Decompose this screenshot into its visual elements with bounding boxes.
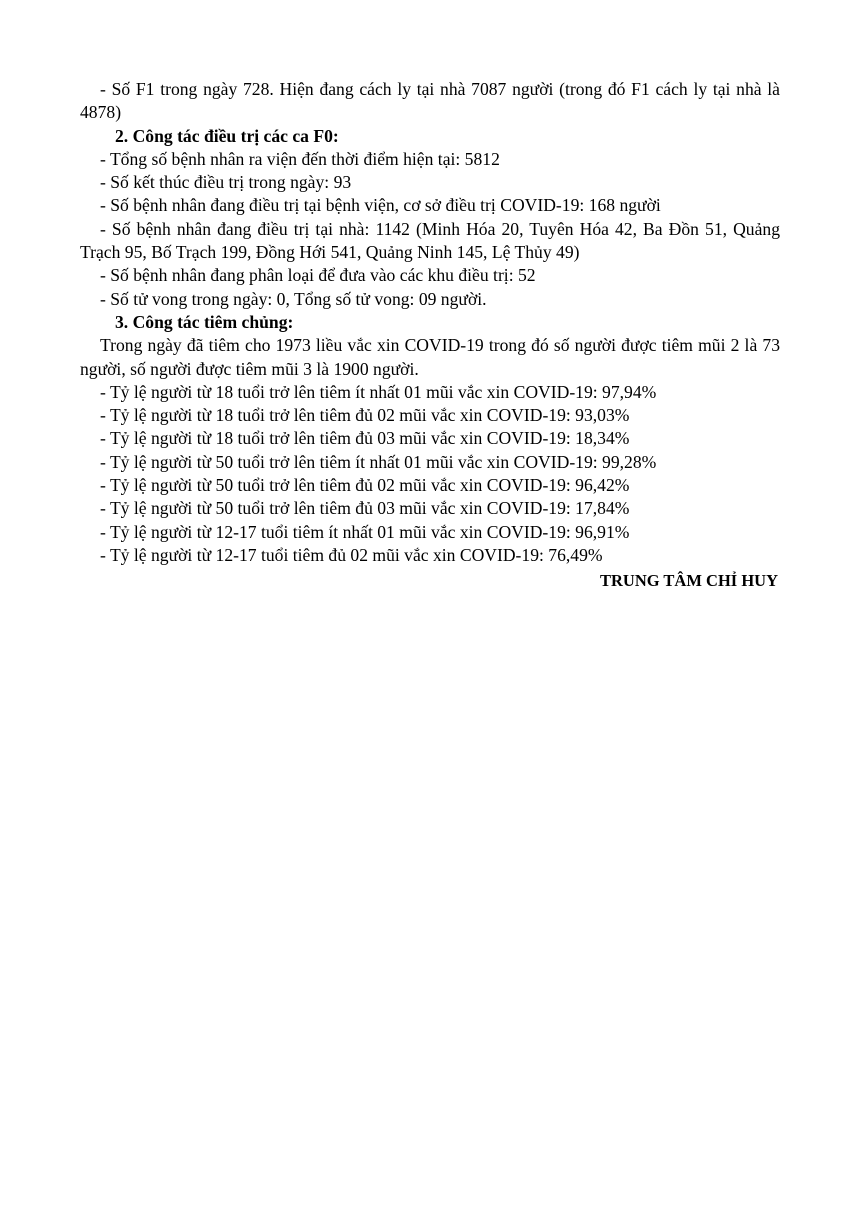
list-item: - Tỷ lệ người từ 18 tuổi trở lên tiêm ít nhất 01 mũi vắc xin COVID-19: 97,94% — [100, 381, 657, 402]
document-page — [80, 78, 780, 593]
list-item: - Tỷ lệ người từ 50 tuổi trở lên tiêm đủ 03 mũi vắc xin COVID-19: 17,84% — [100, 498, 630, 519]
list-item: - Tỷ lệ người từ 18 tuổi trở lên tiêm đủ 02 mũi vắc xin COVID-19: 93,03% — [100, 405, 630, 426]
section-heading-f0-treatment: 2. Công tác điều trị các ca F0: — [115, 125, 339, 146]
list-item: - Số tử vong trong ngày: 0, Tổng số tử vong: 09 người. — [100, 288, 487, 309]
list-item: - Số bệnh nhân đang phân loại để đưa vào các khu điều trị: 52 — [100, 265, 536, 286]
list-item: - Số bệnh nhân đang điều trị tại nhà: 1142 (Minh Hóa 20, Tuyên Hóa 42, Ba Đồn 51, Quảng Trạch 95, Bố Trạch 199, Đồng Hới 541, Quảng Ninh 145, Lệ Thủy 49) — [80, 218, 780, 263]
list-item: - Tỷ lệ người từ 50 tuổi trở lên tiêm đủ 02 mũi vắc xin COVID-19: 96,42% — [100, 475, 630, 496]
vaccination-intro-paragraph: Trong ngày đã tiêm cho 1973 liều vắc xin COVID-19 trong đó số người được tiêm mũi 2 là 73 người, số người được tiêm mũi 3 là 1900 người. — [80, 335, 780, 379]
list-item: - Số kết thúc điều trị trong ngày: 93 — [100, 172, 352, 193]
list-item: - Tỷ lệ người từ 12-17 tuổi tiêm ít nhất 01 mũi vắc xin COVID-19: 96,91% — [100, 521, 630, 542]
list-item: - Tỷ lệ người từ 50 tuổi trở lên tiêm ít nhất 01 mũi vắc xin COVID-19: 99,28% — [100, 451, 657, 472]
f1-quarantine-paragraph: - Số F1 trong ngày 728. Hiện đang cách ly tại nhà 7087 người (trong đó F1 cách ly tại nhà là 4878) — [80, 79, 780, 123]
list-item: - Số bệnh nhân đang điều trị tại bệnh viện, cơ sở điều trị COVID-19: 168 người — [100, 195, 661, 216]
list-item: - Tỷ lệ người từ 12-17 tuổi tiêm đủ 02 mũi vắc xin COVID-19: 76,49% — [100, 544, 603, 565]
list-item: - Tỷ lệ người từ 18 tuổi trở lên tiêm đủ 03 mũi vắc xin COVID-19: 18,34% — [100, 428, 630, 449]
signature-block: TRUNG TÂM CHỈ HUY — [600, 571, 778, 591]
list-item: - Tổng số bệnh nhân ra viện đến thời điểm hiện tại: 5812 — [100, 148, 500, 169]
section-heading-vaccination: 3. Công tác tiêm chủng: — [115, 311, 294, 332]
